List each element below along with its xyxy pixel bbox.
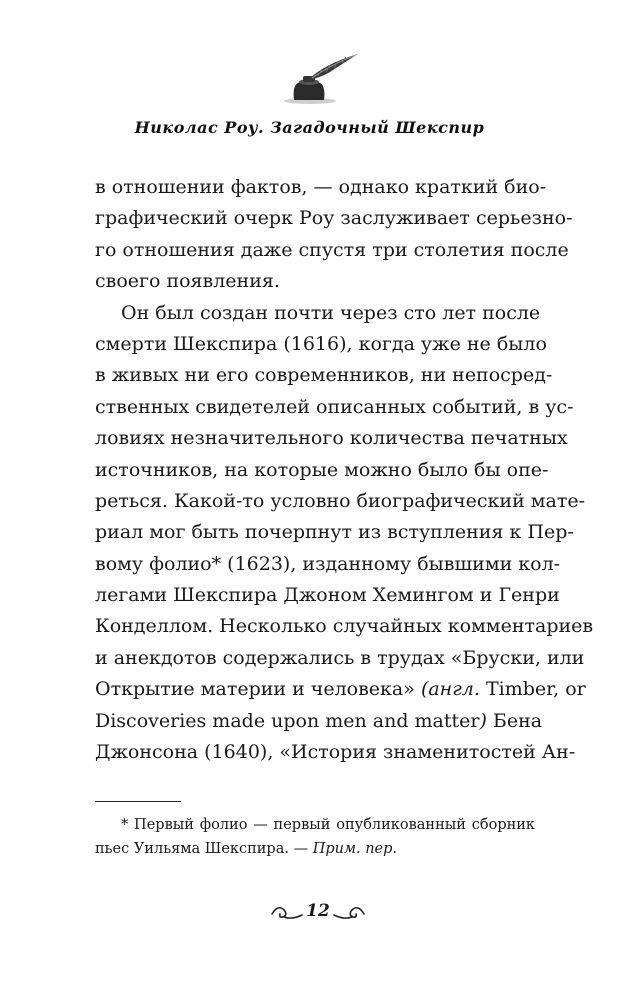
text-line: в отношении фактов, — однако краткий био- (95, 176, 547, 198)
text-line: го отношения даже спустя три столетия после (95, 238, 569, 261)
page-number-block (270, 898, 366, 928)
text-run: Открытие материи и человека» (95, 678, 421, 701)
footnote (95, 813, 535, 861)
text-line: легами Шекспира Джоном Хемингом и Генри (95, 584, 560, 607)
footnote-line: * Первый фолио — первый опубликованный сборник (121, 817, 535, 833)
text-line (95, 706, 543, 737)
text-run: Timber, or (479, 678, 586, 701)
footnote-rule (95, 801, 181, 802)
footnote-note-label: Прим. пер. (312, 841, 398, 857)
text-run: Discoveries made upon men and matter (95, 709, 480, 732)
text-line: риал мог быть почерпнут из вступления к Пер- (95, 521, 574, 544)
text-line: ственных свидетелей описанных событий, в ус- (95, 395, 574, 418)
text-line: своего появления. (95, 270, 280, 293)
text-run: Бена (486, 709, 543, 732)
text-line: Джонсона (1640), «История знаменитостей Ан- (95, 741, 576, 764)
text-line: вому фолио* (1623), изданному бывшими кол- (95, 552, 561, 575)
text-line: источников, на которые можно было бы опе- (95, 458, 549, 481)
text-line: реться. Какой-то условно биографический мате- (95, 489, 586, 512)
text-line: в живых ни его современников, ни непосред- (95, 364, 553, 387)
right-swirl-icon (332, 898, 366, 928)
text-line: Он был создан почти через сто лет после (121, 301, 541, 324)
text-line: и анекдотов содержались в трудах «Бруски, или (95, 646, 585, 669)
inkwell-quill-icon (272, 50, 362, 105)
text-line: Конделлом. Несколько случайных комментариев (95, 615, 594, 638)
text-line: ловиях незначительного количества печатных (95, 427, 568, 450)
main-text (95, 172, 594, 768)
italic-text-run: ) (479, 709, 487, 732)
page-number: 12 (306, 901, 330, 921)
text-line (95, 674, 586, 705)
footnote-text: пьес Уильяма Шекспира. — (95, 841, 313, 857)
text-line: смерти Шекспира (1616), когда уже не было (95, 332, 547, 355)
running-header: Николас Роу. Загадочный Шекспир (134, 118, 485, 137)
italic-text-run: (англ. (420, 678, 480, 701)
text-line: графический очерк Роу заслуживает серьезно- (95, 207, 573, 230)
footnote-line (95, 837, 535, 861)
